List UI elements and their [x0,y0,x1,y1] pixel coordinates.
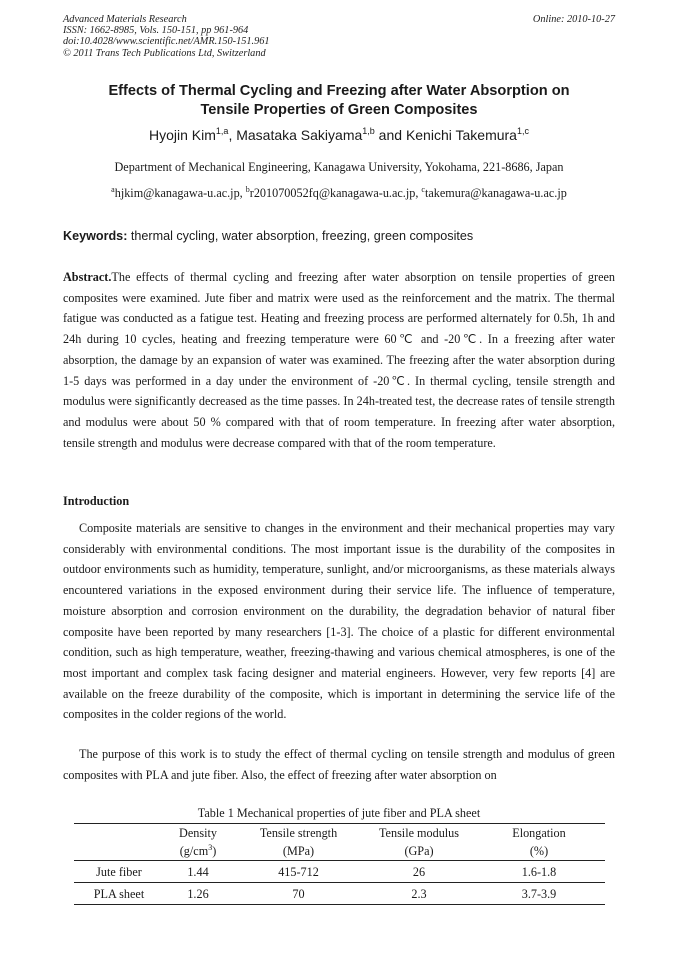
table-unit-cell [164,842,232,861]
table-unit-cell: (MPa) [232,842,365,861]
table-cell: 1.6-1.8 [473,861,605,883]
journal-header [63,14,270,59]
author-2: Masataka Sakiyama [236,127,363,143]
table-header-cell: Tensile strength [232,824,365,843]
email-b-marker: b [245,185,250,194]
table-header-cell [74,824,164,843]
author-1-affil: 1,a [215,126,229,136]
journal-copyright: © 2011 Trans Tech Publications Ltd, Switzerland [63,47,266,59]
title-line-1: Effects of Thermal Cycling and Freezing after Water Absorption on [108,83,570,99]
unit-superscript: 3 [208,843,213,852]
table-row [74,861,605,883]
email-a: hjkim@kanagawa-u.ac.jp [114,186,240,200]
table-header-cell: Elongation [473,824,605,843]
paper-title [60,82,618,120]
email-separator: , [415,186,422,200]
author-1: Hyojin Kim [149,127,216,143]
abstract-label: Abstract. [63,270,112,284]
table-cell: 70 [232,883,365,905]
author-list [60,126,618,144]
table-unit-cell: (GPa) [365,842,473,861]
section-heading-introduction: Introduction [63,494,130,508]
table-unit-cell [74,842,164,861]
affiliation: Department of Mechanical Engineering, Kanagawa University, Yokohama, 221-8686, Japan [114,160,564,174]
properties-table [74,823,605,905]
email-a-marker: a [111,185,115,194]
unit-text: (g/cm [179,844,209,858]
abstract [63,267,615,453]
abstract-text: The effects of thermal cycling and freezing after water absorption on tensile properties of green composites were examined. Jute fiber and matrix were used as the reinforcement and the matrix. The thermal fatigue was conducted as a fatigue test. Heating and freezing process are performed alternately for 0.5h, 1h and 24h during 10 cycles, heating and freezing temperature were 60℃ and -20℃. In a freezing after water absorption, the damage by an expansion of water was examined. The freezing after the water absorption during 1-5 days was performed in a day under the environment of -20℃. In thermal cycling, tensile strength and modulus were significantly decreased as the time passes. In 24h-treated test, the decrease rates of tensile strength and modulus were about 50 % compared with that of room temperature. In freezing after water absorption, tensile strength and modulus were decrease compared with that of the room temperature. [63,270,615,450]
author-3: Kenichi Takemura [405,127,517,143]
table-cell: 2.3 [365,883,473,905]
table-cell: Jute fiber [74,861,164,883]
journal-name: Advanced Materials Research [63,14,187,25]
table-unit-cell: (%) [473,842,605,861]
journal-doi: doi:10.4028/www.scientific.net/AMR.150-151.961 [63,36,270,48]
table-header-cell: Tensile modulus [365,824,473,843]
author-separator: and [374,127,406,143]
intro-paragraph-2: The purpose of this work is to study the effect of thermal cycling on tensile strength and modulus of green composites with PLA and jute fiber. Also, the effect of freezing after water absorption on [63,747,615,782]
email-c-marker: c [421,185,425,194]
author-separator: , [228,127,237,143]
intro-paragraph-1: Composite materials are sensitive to changes in the environment and their mechanical properties may vary considerably with environmental conditions. The most important issue is the durability of the composites in outdoor environments such as humidity, temperature, sunlight, and/or microorganisms, as these materials always encountered variations in the exposed environment during their service life. The influence of temperature, moisture absorption and corrosion environment on the durability, the degradation behavior of natural fiber composite have been reported by many researchers [1-3]. The choice of a plastic for different environmental condition, such as high temperature, weather, freezing-thawing and various chemical atmospheres, is one of the most important and complex task facing designer and material engineers. However, very few reports [4] are available on the freeze durability of the composite, which is important in determining the service life of the composites in the colder regions of the world. [63,521,615,722]
table-unit-row [74,842,605,861]
table-cell: 1.26 [164,883,232,905]
author-3-affil: 1,c [516,126,529,136]
email-b: r201070052fq@kanagawa-u.ac.jp [249,186,416,200]
journal-issn: ISSN: 1662-8985, Vols. 150-151, pp 961-964 [63,25,249,37]
keywords-text: thermal cycling, water absorption, freezing, green composites [127,229,474,243]
keywords-label: Keywords: [63,229,128,243]
table-cell: 3.7-3.9 [473,883,605,905]
email-separator: , [239,186,246,200]
unit-text-end: ) [212,844,217,858]
table-header-cell: Density [164,824,232,843]
keywords [63,229,615,244]
table-cell: 26 [365,861,473,883]
table-row [74,883,605,905]
author-emails [60,186,618,201]
table-cell: 1.44 [164,861,232,883]
author-2-affil: 1,b [362,126,375,136]
table-cell: PLA sheet [74,883,164,905]
email-c: takemura@kanagawa-u.ac.jp [424,186,567,200]
table-caption: Table 1 Mechanical properties of jute fiber and PLA sheet [197,806,481,820]
title-line-2: Tensile Properties of Green Composites [200,102,478,118]
online-date: Online: 2010-10-27 [532,14,615,25]
table-header-row [74,824,605,843]
table-cell: 415-712 [232,861,365,883]
